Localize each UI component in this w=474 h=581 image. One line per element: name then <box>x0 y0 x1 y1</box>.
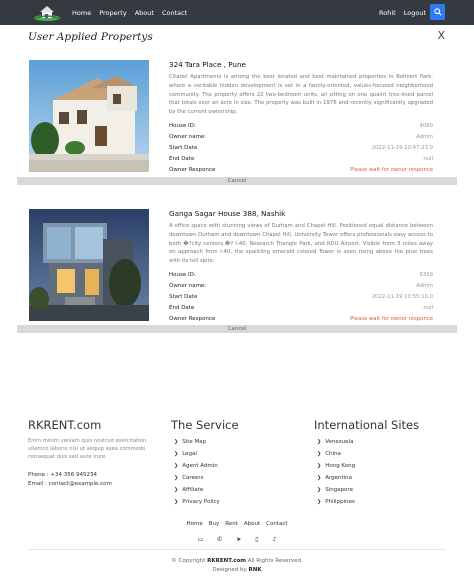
footer-link[interactable]: ❯ Venezuela <box>317 436 355 448</box>
chevron-right-icon: ❯ <box>174 439 179 445</box>
footer-contact <box>28 471 112 489</box>
footer-intl-list <box>317 436 355 508</box>
footer-link[interactable]: ❯ Careers <box>174 472 220 484</box>
telegram-icon[interactable]: ➤ <box>236 536 242 543</box>
chevron-right-icon: ❯ <box>174 475 179 481</box>
property-card <box>17 209 457 334</box>
detail-row-end-date <box>169 305 433 315</box>
chevron-right-icon: ❯ <box>317 451 322 457</box>
chevron-right-icon: ❯ <box>317 487 322 493</box>
footer-brand: RKRENT.com <box>28 418 102 432</box>
nav-logout[interactable]: Logout <box>403 8 426 17</box>
footer-nav-home[interactable]: Home <box>186 521 203 527</box>
search-icon <box>434 8 442 16</box>
property-description: A office space with stunning views of Durham and Chapel Hill. Positioned equal distance between downtown Durham and downtown Chapel Hill, University Tower offers professionals easy access to both �?city centers,�? I-40, Research Triangle Park, and RDU Airport. Visible from 3 miles away on approach from I-40, the sparkling emerald colored Tower is seen rising above the pine trees with its tell spire. <box>169 223 433 265</box>
footer-designed-by: Designed by RNK <box>212 567 262 573</box>
detail-value: null <box>423 305 433 311</box>
footer-email: Email : contact@example.com <box>28 481 112 487</box>
nav-home[interactable]: Home <box>72 8 92 17</box>
footer-service-title: The Service <box>171 418 239 432</box>
footer-link[interactable]: ❯ Philippines <box>317 496 355 508</box>
detail-label: Owner name: <box>169 283 207 289</box>
detail-label: End Date <box>169 156 195 162</box>
property-title: 324 Tara Place , Pune <box>169 60 246 69</box>
footer-link[interactable]: ❯ Argentina <box>317 472 355 484</box>
detail-value: 2022-11-19 10:55:10.0 <box>371 294 433 300</box>
footer-phone: Phone : +34 356 945234 <box>28 472 97 478</box>
footer-link[interactable]: ❯ Agent Admin <box>174 460 220 472</box>
property-card <box>17 60 457 185</box>
search-button[interactable] <box>430 4 445 20</box>
detail-row-end-date <box>169 156 433 166</box>
footer-copyright: © Copyright RKRENT.com All Rights Reserved. <box>171 558 303 564</box>
chevron-right-icon: ❯ <box>174 463 179 469</box>
detail-row-start-date <box>169 145 433 155</box>
property-description: Citadel Apartments is among the best located and best maintained properties in Rohnert Park, where a veritable hidden development is set in a family-oriented, values-focused neighborhood community. The property offers 22 two-bedroom units, all sitting on one quaint tree-lined parcel that totals over an acre in size. The property was built in 1976 and recently significantly upgraded by the current ownership. <box>169 74 433 116</box>
phone-icon[interactable]: ✆ <box>217 536 223 543</box>
nav-property[interactable]: Property <box>99 8 127 17</box>
footer-nav <box>0 521 474 527</box>
detail-row-owner-responce <box>169 167 433 177</box>
detail-value: Admin <box>416 134 433 140</box>
footer-link[interactable]: ❯ Site Map <box>174 436 220 448</box>
detail-value: 6359 <box>419 272 433 278</box>
desktop-icon[interactable]: ▭ <box>197 536 204 543</box>
detail-row-house-id <box>169 272 433 282</box>
detail-value: 4060 <box>419 123 433 129</box>
nav-about[interactable]: About <box>134 8 154 17</box>
property-image <box>29 209 149 321</box>
property-title: Ganga Sagar House 388, Nashik <box>169 209 286 218</box>
detail-row-owner-name <box>169 283 433 293</box>
detail-row-owner-name <box>169 134 433 144</box>
footer-link[interactable]: ❯ Privacy Policy <box>174 496 220 508</box>
footer-icons <box>0 536 474 543</box>
owner-response-status: Please wait for owner responce <box>350 316 433 322</box>
footer-nav-rent[interactable]: Rent <box>225 521 238 527</box>
detail-value: null <box>423 156 433 162</box>
footer-service-list <box>174 436 220 508</box>
chevron-right-icon: ❯ <box>174 451 179 457</box>
copyright-brand[interactable]: RKRENT.com <box>207 558 246 564</box>
footer-link[interactable]: ❯ Affiliate <box>174 484 220 496</box>
detail-label: Owner Responce <box>169 316 216 322</box>
footer-link[interactable]: ❯ Hong Kong <box>317 460 355 472</box>
footer-intl-title: International Sites <box>314 418 420 432</box>
mobile-icon[interactable]: ▯ <box>255 536 259 543</box>
site-logo[interactable] <box>32 2 62 22</box>
chevron-right-icon: ❯ <box>317 463 322 469</box>
chevron-right-icon: ❯ <box>317 499 322 505</box>
footer-nav-about[interactable]: About <box>243 521 261 527</box>
page-title: User Applied Propertys <box>28 31 153 43</box>
navbar <box>0 0 474 25</box>
footer-link[interactable]: ❯ Legal <box>174 448 220 460</box>
cancel-button[interactable]: Cancel <box>17 325 457 333</box>
detail-label: End Date <box>169 305 195 311</box>
detail-label: Owner Responce <box>169 167 216 173</box>
owner-response-status: Please wait for owner responce <box>350 167 433 173</box>
detail-label: Start Date <box>169 294 198 300</box>
designer-name[interactable]: RNK <box>248 567 262 573</box>
footer <box>0 408 474 581</box>
footer-nav-buy[interactable]: Buy <box>208 521 220 527</box>
chevron-right-icon: ❯ <box>174 487 179 493</box>
footer-nav-contact[interactable]: Contact <box>266 521 288 527</box>
cancel-button[interactable]: Cancel <box>17 177 457 185</box>
bell-icon[interactable]: ♪ <box>272 536 277 543</box>
detail-label: House ID: <box>169 272 196 278</box>
chevron-right-icon: ❯ <box>317 475 322 481</box>
detail-value: Admin <box>416 283 433 289</box>
footer-link[interactable]: ❯ China <box>317 448 355 460</box>
footer-link[interactable]: ❯ Singapore <box>317 484 355 496</box>
detail-row-house-id <box>169 123 433 133</box>
detail-label: House ID: <box>169 123 196 129</box>
footer-about-text: Enim minim veniam quis nostrud exercitation ullamco laboris nisi ut aliquip exea commodo consequat duis sed aute irure. <box>28 438 147 460</box>
chevron-right-icon: ❯ <box>317 439 322 445</box>
close-button[interactable]: X <box>437 29 445 42</box>
detail-value: 2022-11-19 10:47:23.0 <box>371 145 433 151</box>
detail-row-start-date <box>169 294 433 304</box>
property-image <box>29 60 149 172</box>
detail-label: Owner name: <box>169 134 207 140</box>
nav-contact[interactable]: Contact <box>161 8 188 17</box>
nav-user[interactable]: Rohit <box>379 8 396 17</box>
chevron-right-icon: ❯ <box>174 499 179 505</box>
footer-divider <box>28 549 446 550</box>
detail-label: Start Date <box>169 145 198 151</box>
